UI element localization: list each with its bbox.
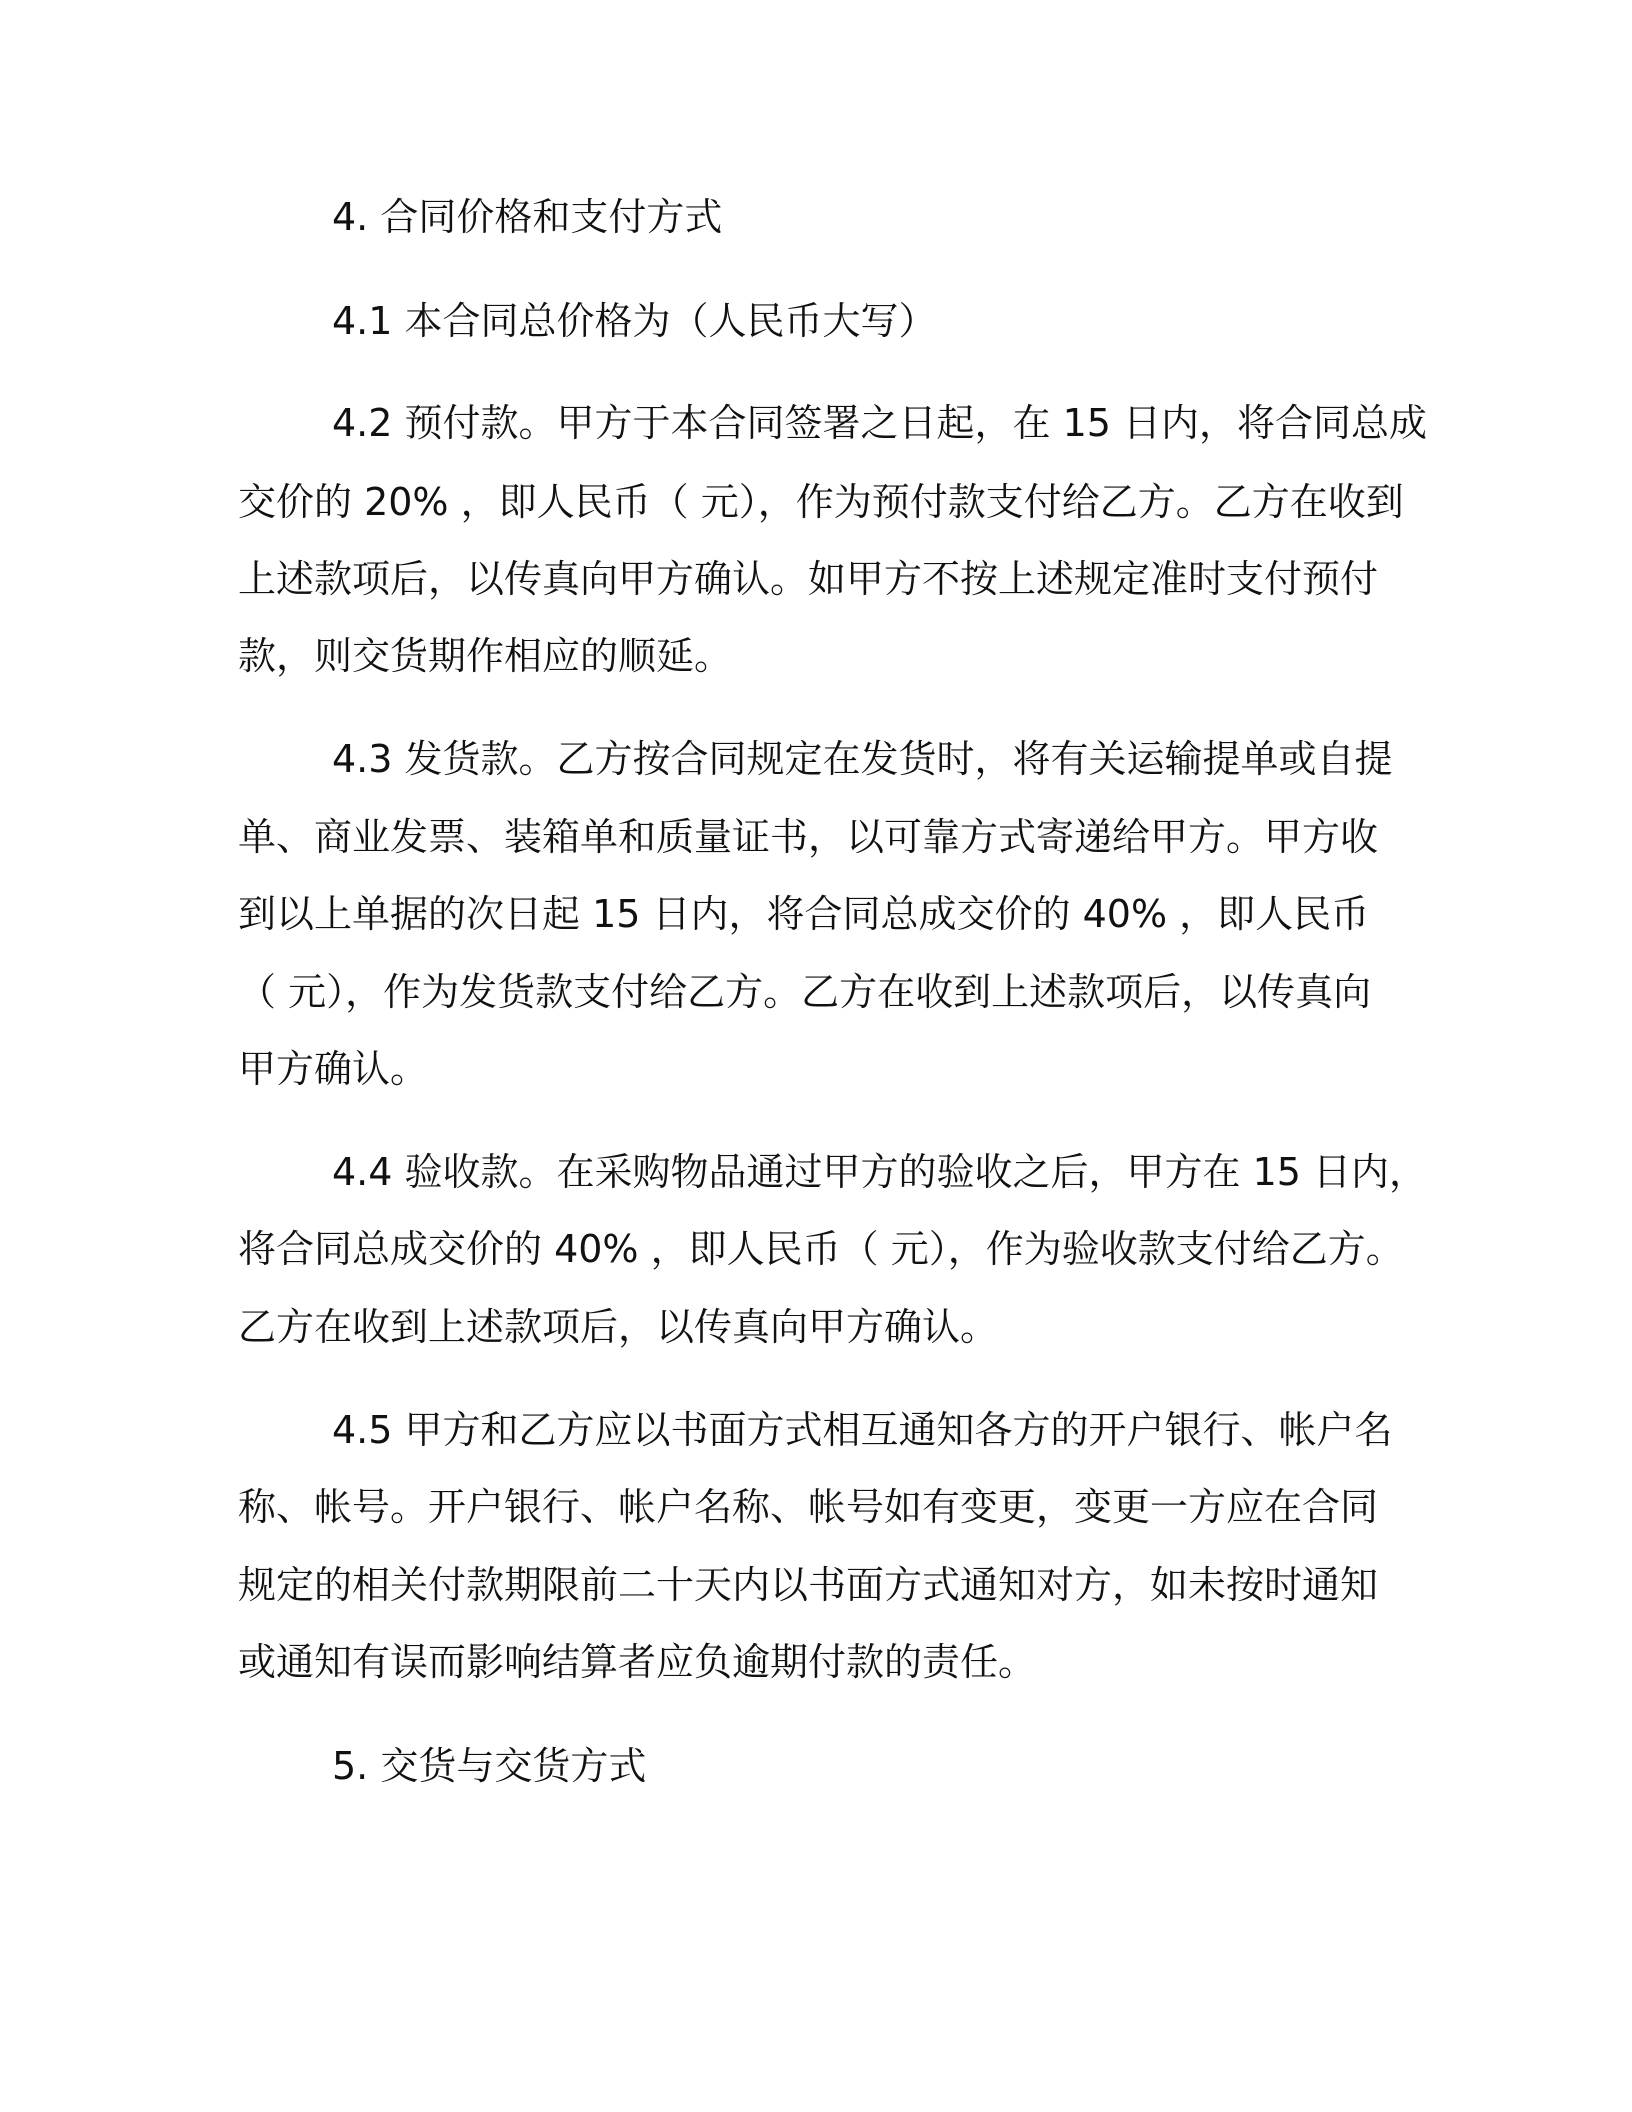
paragraph-line: （ 元），作为发货款支付给乙方。乙方在收到上述款项后，以传真向 (238, 970, 1372, 1014)
paragraph-line: 乙方在收到上述款项后，以传真向甲方确认。 (238, 1305, 999, 1349)
paragraph-line: 称、帐号。开户银行、帐户名称、帐号如有变更，变更一方应在合同 (238, 1485, 1379, 1529)
paragraph-line: 4.1 本合同总价格为（人民币大写） (332, 299, 937, 343)
section-heading-text: 4. 合同价格和支付方式 (332, 195, 723, 239)
paragraph-line: 4.4 验收款。在采购物品通过甲方的验收之后，甲方在 15 日内， (332, 1150, 1428, 1194)
paragraph-line: 4.3 发货款。乙方按合同规定在发货时，将有关运输提单或自提 (332, 737, 1393, 781)
paragraph-line: 或通知有误而影响结算者应负逾期付款的责任。 (238, 1640, 1037, 1684)
paragraph-line: 款，则交货期作相应的顺延。 (238, 634, 733, 678)
paragraph-line: 4.5 甲方和乙方应以书面方式相互通知各方的开户银行、帐户名 (332, 1408, 1393, 1452)
paragraph-line: 单、商业发票、装箱单和质量证书，以可靠方式寄递给甲方。甲方收 (238, 815, 1379, 859)
paragraph-line: 甲方确认。 (238, 1047, 429, 1091)
paragraph-line: 规定的相关付款期限前二十天内以书面方式通知对方，如未按时通知 (238, 1563, 1379, 1607)
section-heading-text: 5. 交货与交货方式 (332, 1744, 647, 1788)
paragraph-line: 上述款项后，以传真向甲方确认。如甲方不按上述规定准时支付预付 (238, 557, 1379, 601)
paragraph-line: 将合同总成交价的 40% ，即人民币（ 元），作为验收款支付给乙方。 (238, 1227, 1404, 1271)
paragraph-line: 4.2 预付款。甲方于本合同签署之日起，在 15 日内，将合同总成 (332, 401, 1428, 445)
paragraph-line: 到以上单据的次日起 15 日内，将合同总成交价的 40% ，即人民币 (238, 892, 1370, 936)
paragraph-line: 交价的 20% ，即人民币（ 元），作为预付款支付给乙方。乙方在收到 (238, 480, 1404, 524)
